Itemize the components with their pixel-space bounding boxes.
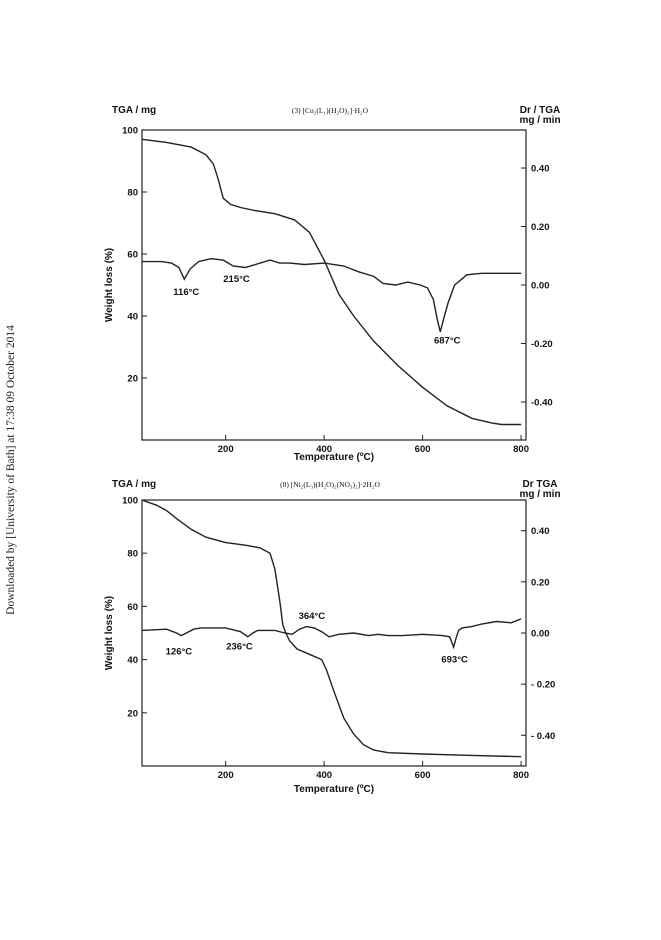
tga-chart-2-svg (0, 470, 661, 810)
right-axis-unit: mg / min (519, 115, 561, 126)
y-tick-label: 40 (127, 655, 138, 667)
y2-tick-label: - 0.20 (531, 679, 556, 691)
left-axis-header: TGA / mg (112, 479, 157, 490)
x-tick-label: 400 (316, 770, 333, 781)
y-tick-label: 60 (127, 601, 138, 613)
y-tick-label: 60 (127, 249, 138, 261)
peak-annotation: 236°C (226, 641, 253, 653)
chart-title: (3) [Cu₂(L₁)(H₂O)₂]·H₂O (291, 106, 369, 115)
x-tick-label: 400 (316, 444, 333, 455)
x-tick-label: 600 (414, 770, 431, 781)
plot-frame (142, 500, 526, 766)
x-axis-label: Temperature (ºC) (293, 452, 375, 463)
y2-tick-label: 0.20 (531, 222, 550, 234)
x-tick-label: 800 (513, 770, 530, 781)
peak-annotation: 215°C (223, 274, 250, 286)
peak-annotation: 126°C (165, 646, 193, 658)
x-tick-label: 800 (513, 444, 530, 455)
tga-chart-2 (0, 470, 661, 815)
tga-curve (142, 139, 521, 424)
y-tick-label: 20 (127, 708, 138, 720)
y-tick-label: 100 (122, 125, 138, 137)
peak-annotation: 687°C (433, 335, 461, 347)
y2-tick-label: - 0.40 (531, 730, 556, 742)
y-tick-label: 100 (122, 495, 138, 507)
peak-annotation: 116°C (173, 287, 200, 299)
y-axis-label: Weight loss (%) (104, 595, 115, 671)
peak-annotation: 693°C (441, 654, 468, 666)
peak-annotation: 364°C (298, 610, 326, 622)
y2-tick-label: 0.20 (531, 577, 550, 589)
y2-tick-label: 0.00 (531, 628, 550, 640)
dtg-curve (142, 619, 521, 647)
y2-tick-label: 0.40 (531, 526, 550, 538)
y-tick-label: 20 (127, 373, 138, 385)
right-axis-header: Dr TGA (522, 479, 558, 490)
y2-tick-label: -0.20 (531, 338, 553, 350)
y-tick-label: 40 (127, 311, 138, 323)
right-axis-header: Dr / TGA (519, 105, 561, 116)
tga-chart-1-svg (0, 95, 661, 475)
download-note-text: Downloaded by [University of Bath] at 17:38 09 October 2014 (5, 325, 17, 615)
x-tick-label: 600 (414, 444, 431, 455)
x-tick-label: 200 (217, 770, 234, 781)
y2-tick-label: -0.40 (531, 397, 553, 409)
y-axis-label: Weight loss (%) (104, 247, 115, 323)
x-tick-label: 200 (217, 444, 234, 455)
left-axis-header: TGA / mg (112, 105, 157, 116)
right-axis-unit: mg / min (519, 489, 561, 500)
y2-tick-label: 0.40 (531, 163, 550, 175)
tga-chart-1 (0, 95, 661, 480)
chart-title: (8) [Ni₂(L₃)(H₂O)₂(NO₃)₂]·2H₂O (280, 480, 380, 489)
y-tick-label: 80 (127, 548, 138, 560)
y-tick-label: 80 (127, 187, 138, 199)
x-axis-label: Temperature (ºC) (293, 784, 375, 795)
plot-frame (142, 130, 526, 440)
y2-tick-label: 0.00 (531, 280, 550, 292)
